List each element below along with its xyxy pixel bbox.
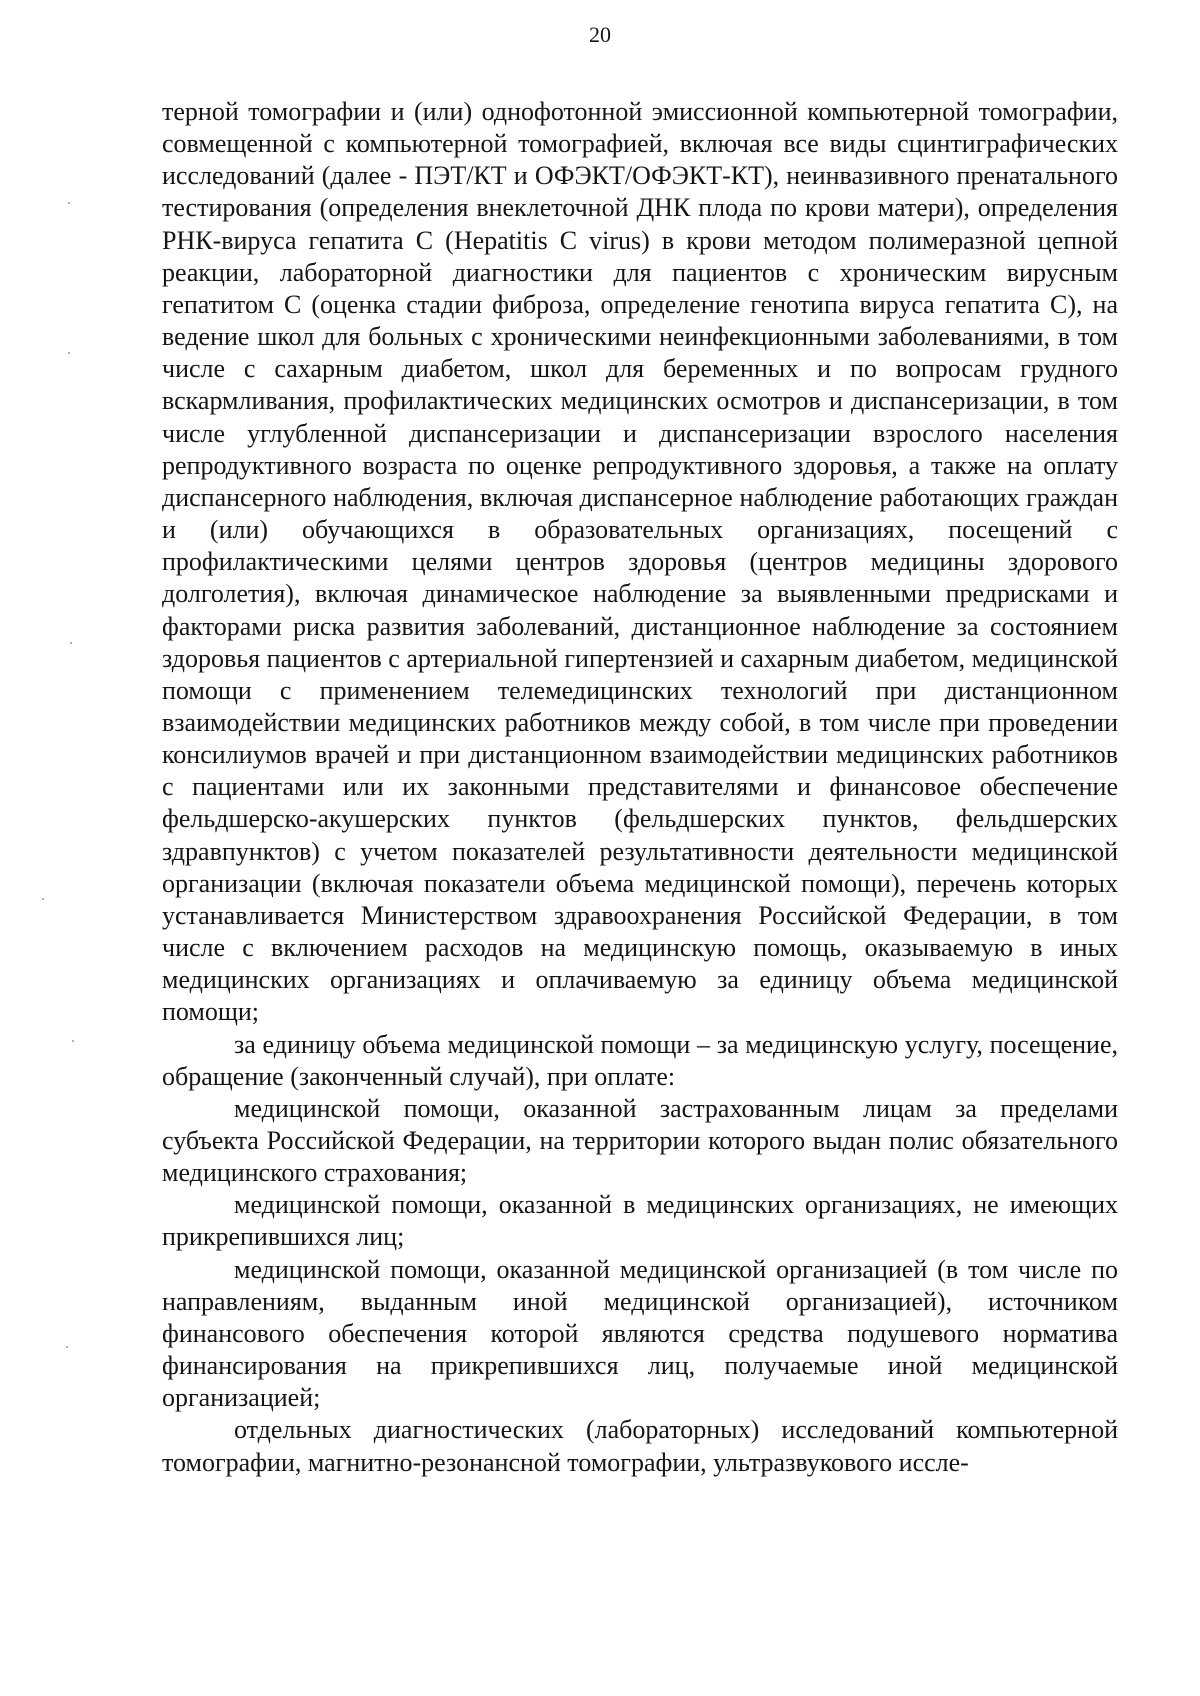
paragraph-4: медицинской помощи, оказанной в медицинских организациях, не имеющих прикрепившихся лиц; xyxy=(162,1190,1118,1252)
scan-speck xyxy=(68,202,70,204)
paragraph-1: терной томографии и (или) однофотонной эмиссионной компьютерной томографии, совмещенной с компьютерной томографией, включая все виды сцинтиграфических исследований (далее - ПЭТ/КТ и ОФЭКТ/ОФЭКТ-КТ), неинвазивного пренатального тестирования (определения внеклеточной ДНК плода по крови матери), определения РНК-вируса гепатита С (Hepatitis С virus) в крови методом полимеразной цепной реакции, лабораторной диагностики для пациентов с хроническим вирусным гепатитом С (оценка стадии фиброза, определение генотипа вируса гепатита С), на ведение школ для больных с хроническими неинфекционными заболеваниями, в том числе с сахарным диабетом, школ для беременных и по вопросам грудного вскармливания, профилактических медицинских осмотров и диспансеризации, в том числе углубленной диспансеризации и диспансеризации взрослого населения репродуктивного возраста по оценке репродуктивного здоровья, а также на оплату диспансерного наблюдения, включая диспансерное наблюдение работающих граждан и (или) обучающихся в образовательных организациях, посещений с профилактическими целями центров здоровья (центров медицины здорового долголетия), включая динамическое наблюдение за выявленными предрисками и факторами риска развития заболеваний, дистанционное наблюдение за состоянием здоровья пациентов с артериальной гипертензией и сахарным диабетом, медицинской помощи с применением телемедицинских технологий при дистанционном взаимодействии медицинских работников между собой, в том числе при проведении консилиумов врачей и при дистанционном взаимодействии медицинских работников с пациентами или их законными представителями и финансовое обеспечение фельдшерско-акушерских пунктов (фельдшерских пунктов, фельдшерских здравпунктов) с учетом показателей результативности деятельности медицинской организации (включая показатели объема медицинской помощи), перечень которых устанавливается Министерством здравоохранения Российской Федерации, в том числе с включением расходов на медицинскую помощь, оказываемую в иных медицинских организациях и оплачиваемую за единицу объема медицинской помощи; xyxy=(162,97,1118,1027)
paragraph-3: медицинской помощи, оказанной застрахованным лицам за пределами субъекта Российской Федерации, на территории которого выдан полис обязательного медицинского страхования; xyxy=(162,1093,1118,1188)
scan-speck xyxy=(66,1346,68,1348)
document-body xyxy=(162,96,1118,1479)
paragraph-6: отдельных диагностических (лабораторных) исследований компьютерной томографии, магнитно-резонансной томографии, ультразвукового иссле- xyxy=(162,1415,1118,1477)
paragraph-2: за единицу объема медицинской помощи – за медицинскую услугу, посещение, обращение (законченный случай), при оплате: xyxy=(162,1029,1118,1091)
scan-speck xyxy=(70,642,72,644)
scan-speck xyxy=(68,352,70,354)
scan-speck xyxy=(72,1040,74,1042)
scan-speck xyxy=(42,898,44,900)
paragraph-5: медицинской помощи, оказанной медицинской организацией (в том числе по направлениям, выданным иной медицинской организацией), источником финансового обеспечения которой являются средства подушевого норматива финансирования на прикрепившихся лиц, получаемые иной медицинской организацией; xyxy=(162,1254,1118,1413)
page-number: 20 xyxy=(589,22,611,47)
